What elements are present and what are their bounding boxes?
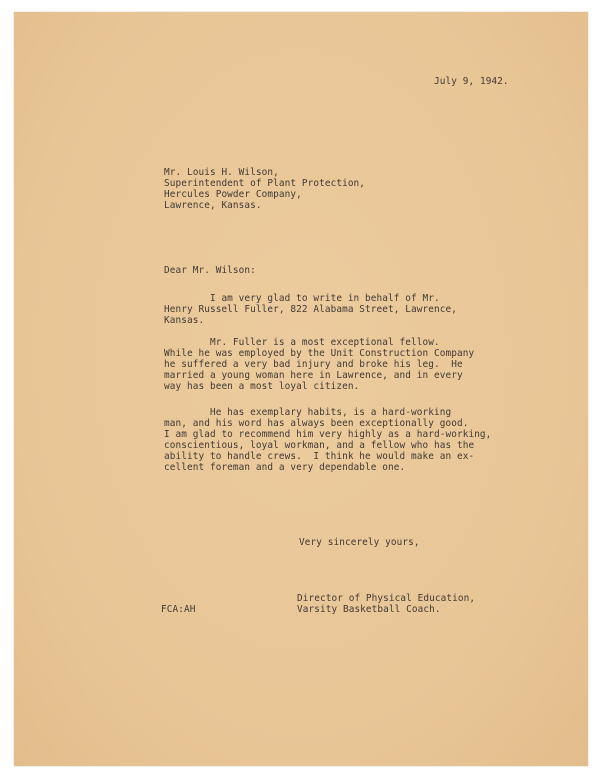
paragraph-2-line-3: he suffered a very bad injury and broke his leg. He [164, 359, 463, 370]
signature-title-1: Director of Physical Education, [297, 593, 476, 604]
complimentary-close: Very sincerely yours, [299, 537, 420, 548]
recipient-city: Lawrence, Kansas. [164, 200, 262, 211]
paragraph-2-line-2: While he was employed by the Unit Construction Company [164, 348, 475, 359]
paragraph-3-line-4: conscientious, loyal workman, and a fellow who has the [164, 440, 475, 451]
recipient-company: Hercules Powder Company, [164, 189, 302, 200]
salutation: Dear Mr. Wilson: [164, 265, 256, 276]
letter-date: July 9, 1942. [434, 76, 509, 87]
paragraph-3-line-3: I am glad to recommend him very highly as a hard-working, [164, 429, 492, 440]
letter-page [14, 12, 588, 766]
signature-title-2: Varsity Basketball Coach. [297, 604, 441, 615]
recipient-name: Mr. Louis H. Wilson, [164, 167, 279, 178]
reference-initials: FCA:AH [161, 604, 196, 615]
paragraph-3-line-2: man, and his word has always been exceptionally good. [164, 418, 469, 429]
paragraph-1-line-3: Kansas. [164, 315, 205, 326]
paragraph-2-line-4: married a young woman here in Lawrence, and in every [164, 370, 463, 381]
paragraph-2-line-5: way has been a most loyal citizen. [164, 381, 360, 392]
paragraph-2-line-1: Mr. Fuller is a most exceptional fellow. [164, 337, 440, 348]
paragraph-1-line-2: Henry Russell Fuller, 822 Alabama Street, Lawrence, [164, 304, 457, 315]
paragraph-3-line-6: cellent foreman and a very dependable one. [164, 462, 406, 473]
recipient-title: Superintendent of Plant Protection, [164, 178, 366, 189]
paragraph-3-line-5: ability to handle crews. I think he would make an ex- [164, 451, 475, 462]
paragraph-1-line-1: I am very glad to write in behalf of Mr. [164, 293, 440, 304]
paragraph-3-line-1: He has exemplary habits, is a hard-working [164, 407, 452, 418]
